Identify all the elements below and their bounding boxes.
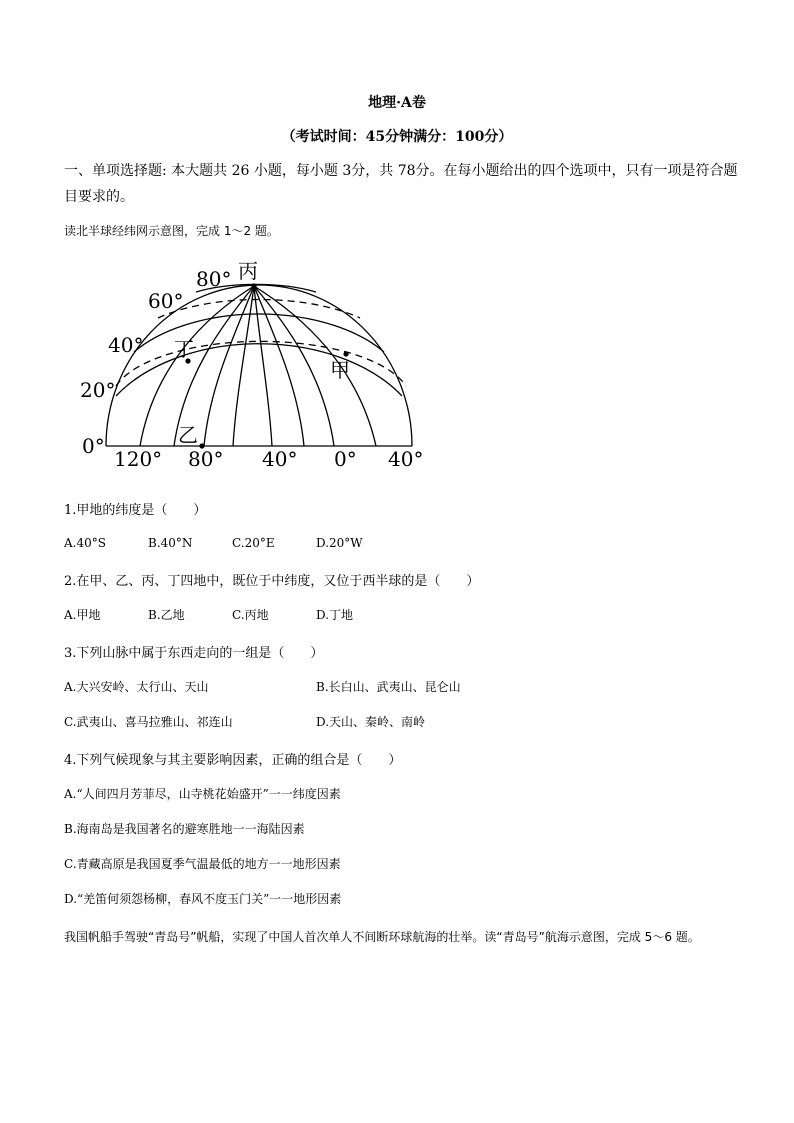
q3-option-b: B.长白山、武夷山、昆仑山	[316, 680, 461, 694]
section-heading: 一、单项选择题: 本大题共 26 小题，每小题 3分，共 78分。在每小题给出的四个选项中，只有一项是符合题目要求的。	[64, 163, 738, 205]
q1-option-c: C.20°E	[232, 536, 275, 550]
q1-option-a: A.40°S	[64, 536, 106, 550]
point-jia	[343, 351, 348, 356]
lon-label-0: 0°	[334, 447, 357, 471]
q2-option-b: B.乙地	[148, 608, 185, 622]
lon-label-40-west: 40°	[262, 447, 298, 471]
q4-option-a: A.“人间四月芳菲尽，山寺桃花始盛开”一一纬度因素	[64, 787, 341, 801]
lon-label-80: 80°	[188, 447, 224, 471]
question-2-stem: 2.在甲、乙、丙、丁四地中，既位于中纬度，又位于西半球的是（ ）	[64, 574, 480, 589]
label-jia: 甲	[330, 358, 350, 382]
label-bing: 丙	[238, 259, 258, 283]
voyage-instruction: 我国帆船手驾驶“青岛号”帆船，实现了中国人首次单人不间断环球航海的壮举。读“青岛号”航海示意图，完成 5～6 题。	[64, 930, 700, 944]
lon-label-40-east: 40°	[388, 447, 424, 471]
map-instruction: 读北半球经纬网示意图，完成 1～2 题。	[64, 224, 279, 238]
page-title: 地理·A卷	[368, 95, 426, 111]
lat-label-40: 40°	[108, 333, 144, 357]
question-1-stem: 1.甲地的纬度是（ ）	[64, 503, 207, 518]
lon-label-120: 120°	[114, 447, 163, 471]
q2-option-c: C.丙地	[232, 608, 269, 622]
q4-option-d: D.“羌笛何须怨杨柳，春风不度玉门关”一一地形因素	[64, 892, 342, 906]
label-ding: 丁	[174, 337, 194, 361]
q1-option-b: B.40°N	[148, 536, 193, 550]
q3-option-c: C.武夷山、喜马拉雅山、祁连山	[64, 715, 233, 729]
lat-label-80: 80°	[196, 267, 232, 291]
meridian-7	[254, 286, 334, 446]
meridian-6	[254, 286, 304, 446]
question-3-stem: 3.下列山脉中属于东西走向的一组是（ ）	[64, 646, 324, 661]
graticule-map	[76, 256, 432, 472]
q2-option-d: D.丁地	[316, 608, 354, 622]
lat-label-20: 20°	[80, 378, 116, 402]
meridian-3	[204, 286, 254, 446]
q3-option-a: A.大兴安岭、太行山、天山	[64, 680, 209, 694]
question-4-stem: 4.下列气候现象与其主要影响因素，正确的组合是（ ）	[64, 753, 402, 768]
meridian-5	[254, 286, 272, 446]
lat-label-60: 60°	[148, 289, 184, 313]
latitude-60-dashed	[158, 299, 360, 318]
point-bing	[251, 283, 256, 288]
q4-option-c: C.青藏高原是我国夏季气温最低的地方一一地形因素	[64, 857, 341, 871]
q3-option-d: D.天山、秦岭、南岭	[316, 715, 426, 729]
meridian-8	[254, 286, 376, 446]
q4-option-b: B.海南岛是我国著名的避寒胜地一一海陆因素	[64, 822, 305, 836]
label-yi: 乙	[178, 423, 198, 447]
q2-option-a: A.甲地	[64, 608, 101, 622]
lat-label-0: 0°	[82, 434, 105, 458]
q1-option-d: D.20°W	[316, 536, 363, 550]
exam-subtitle: （考试时间：45分钟满分：100分）	[281, 129, 513, 145]
